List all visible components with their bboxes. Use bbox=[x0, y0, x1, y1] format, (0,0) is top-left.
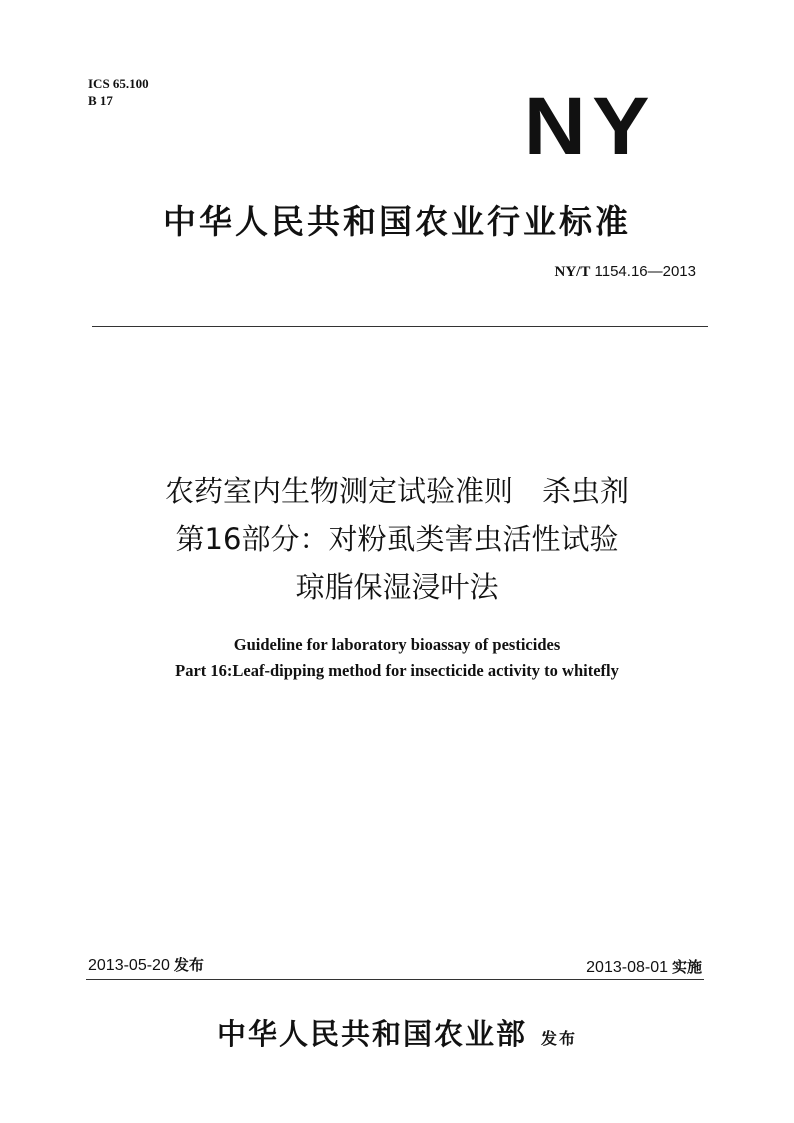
cn-title-line-1: 农药室内生物测定试验准则 杀虫剂 bbox=[164, 474, 629, 508]
issuer-suffix: 发布 bbox=[541, 1029, 578, 1048]
ccs-code: B 17 bbox=[88, 93, 113, 108]
effective-date bbox=[586, 956, 702, 977]
standard-code-prefix: NY/T bbox=[554, 264, 591, 280]
issue-date-label: 发布 bbox=[173, 956, 204, 974]
effective-date-value: 2013-08-01 bbox=[586, 959, 668, 976]
en-title-line-2: Part 16:Leaf-dipping method for insecticide activity to whitefly bbox=[175, 661, 619, 680]
bottom-divider bbox=[86, 979, 704, 980]
effective-date-label: 实施 bbox=[671, 958, 702, 976]
cn-title-line-3: 琼脂保湿浸叶法 bbox=[295, 570, 499, 604]
classification-block bbox=[88, 75, 149, 109]
cn-title-line-2: 第16部分：对粉虱类害虫活性试验 bbox=[175, 522, 619, 556]
ny-logo: NY bbox=[523, 81, 656, 172]
ics-code: ICS 65.100 bbox=[88, 76, 149, 91]
en-title-line-1: Guideline for laboratory bioassay of pesticides bbox=[233, 635, 561, 654]
issue-date bbox=[88, 954, 204, 975]
issuing-authority bbox=[0, 1012, 794, 1053]
standard-code-number: 1154.16—2013 bbox=[594, 263, 696, 280]
standard-code bbox=[555, 263, 697, 281]
issue-date-value: 2013-05-20 bbox=[88, 957, 170, 974]
top-divider bbox=[92, 326, 708, 327]
issuer-name: 中华人民共和国农业部 bbox=[216, 1017, 527, 1051]
standard-category-title: 中华人民共和国农业行业标准 bbox=[163, 202, 631, 241]
